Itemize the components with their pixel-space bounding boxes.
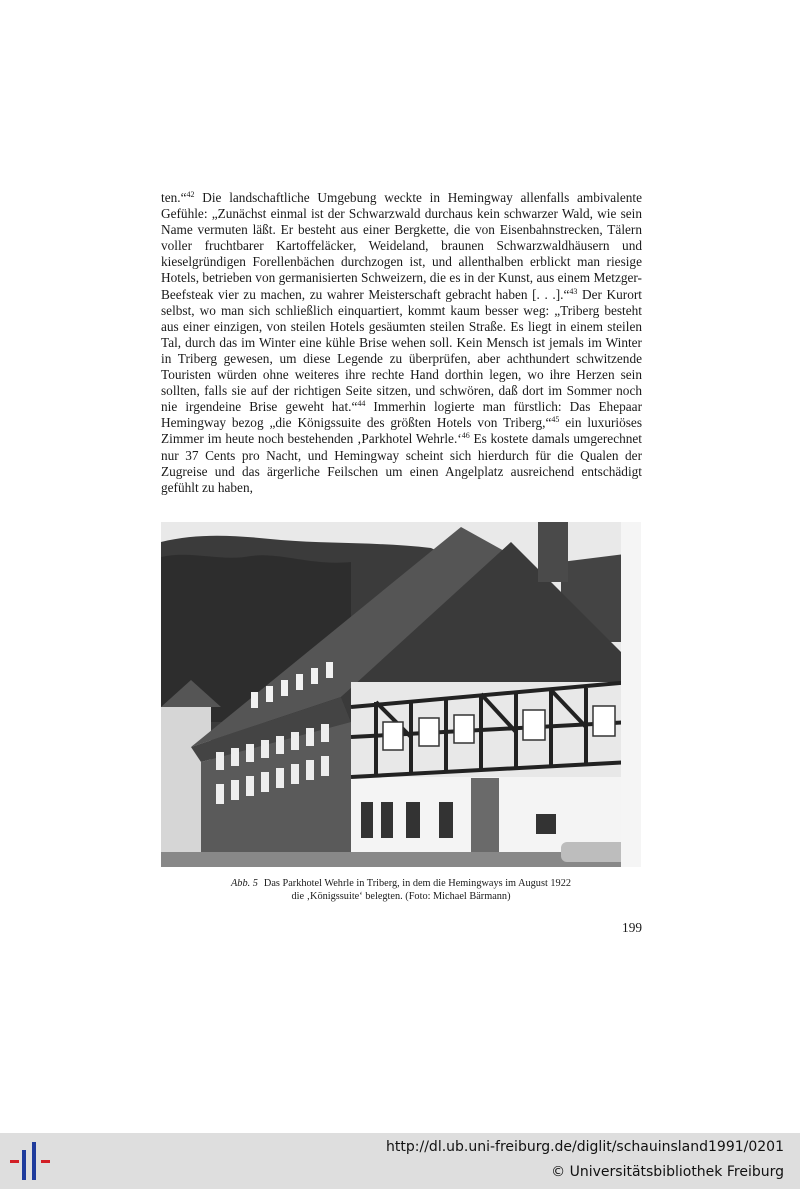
caption-text: Das Parkhotel Wehrle in Triberg, in dem die Hemingways im August 1922 — [263, 878, 571, 889]
footnote-ref-44: 44 — [357, 399, 366, 409]
photo-illustration — [161, 522, 641, 867]
copyright-notice: © Universitätsbibliothek Freiburg — [551, 1164, 784, 1180]
footnote-ref-46: 46 — [461, 431, 470, 441]
paragraph — [161, 190, 642, 496]
source-url-link[interactable]: http://dl.ub.uni-freiburg.de/diglit/schauinsland1991/0201 — [386, 1139, 784, 1155]
text-run: Der Kurort selbst, wo man sich schließlich einquartiert, kommt kaum besser weg: „Triberg besteht aus einer einzigen, von steilen Hotels gesäumten steilen Straße. Es liegt in einem steilen Tal, durch das im Winter eine kühle Brise wehen soll. Kein Mensch ist jemals im Winter in Triberg gewesen, um diese Legende zu überprüfen, aber achthundert schwitzende Touristen würden ohne weiteres ihre rechte Hand dorthin legen, wo ihre Herzen sein sollten, falls sie auf der richtigen Seite sitzen, und schwören, daß dort im Sommer noch nie irgendeine Brise geweht hat.“ — [161, 286, 642, 415]
caption-line-1 — [161, 877, 641, 890]
hotel-photograph — [161, 522, 641, 867]
footnote-ref-45: 45 — [551, 415, 560, 425]
text-run: Immerhin logierte man fürstlich: Das Ehepaar Hemingway bezog „die Königssuite des größten Hotels von Triberg,“ — [161, 399, 642, 431]
footnote-ref-42: 42 — [186, 190, 195, 199]
body-text — [161, 190, 642, 496]
text-run: Es kostete damals umgerechnet nur 37 Cents pro Nacht, und Hemingway scheint sich hierdurch für die Qualen der Zugreise und das ärgerliche Feilschen um einen Angelplatz ausreichend entschädigt gefühlt zu haben, — [161, 431, 642, 495]
text-run: Die landschaftliche Umgebung weckte in Hemingway allenfalls ambivalente Gefühle: „Zunächst einmal ist der Schwarzwald durchaus kein schwarzer Wald, wie sein Name vermuten läßt. Er besteht aus einer Bergkette, die von Eisenbahnstrecken, Tälern voller fruchtbarer Kartoffeläcker, Weideland, braunen Schwarzwaldhäusern und kieselgründigen Forellenbächen durchzogen ist, und allenthalben erblickt man riesige Hotels, betrieben von germanisierten Schweizern, die es in der Kunst, aus einem Metzger-Beefsteak vier zu machen, zu wahrer Meisterschaft gebracht haben [. . .].“ — [161, 190, 642, 302]
footnote-ref-43: 43 — [569, 286, 578, 296]
figure-label: Abb. 5 — [231, 878, 258, 889]
text-run: ein luxuriöses Zimmer im heute noch bestehenden ‚Parkhotel Wehrle.‘ — [161, 415, 642, 447]
caption-line-2: die ‚Königssuite‘ belegten. (Foto: Michael Bärmann) — [291, 891, 511, 902]
text-run: ten.“ — [161, 190, 187, 205]
footer-bar — [0, 1133, 800, 1189]
figure-caption — [161, 877, 641, 903]
page-number: 199 — [622, 920, 642, 935]
ub-freiburg-logo-icon — [8, 1140, 52, 1182]
